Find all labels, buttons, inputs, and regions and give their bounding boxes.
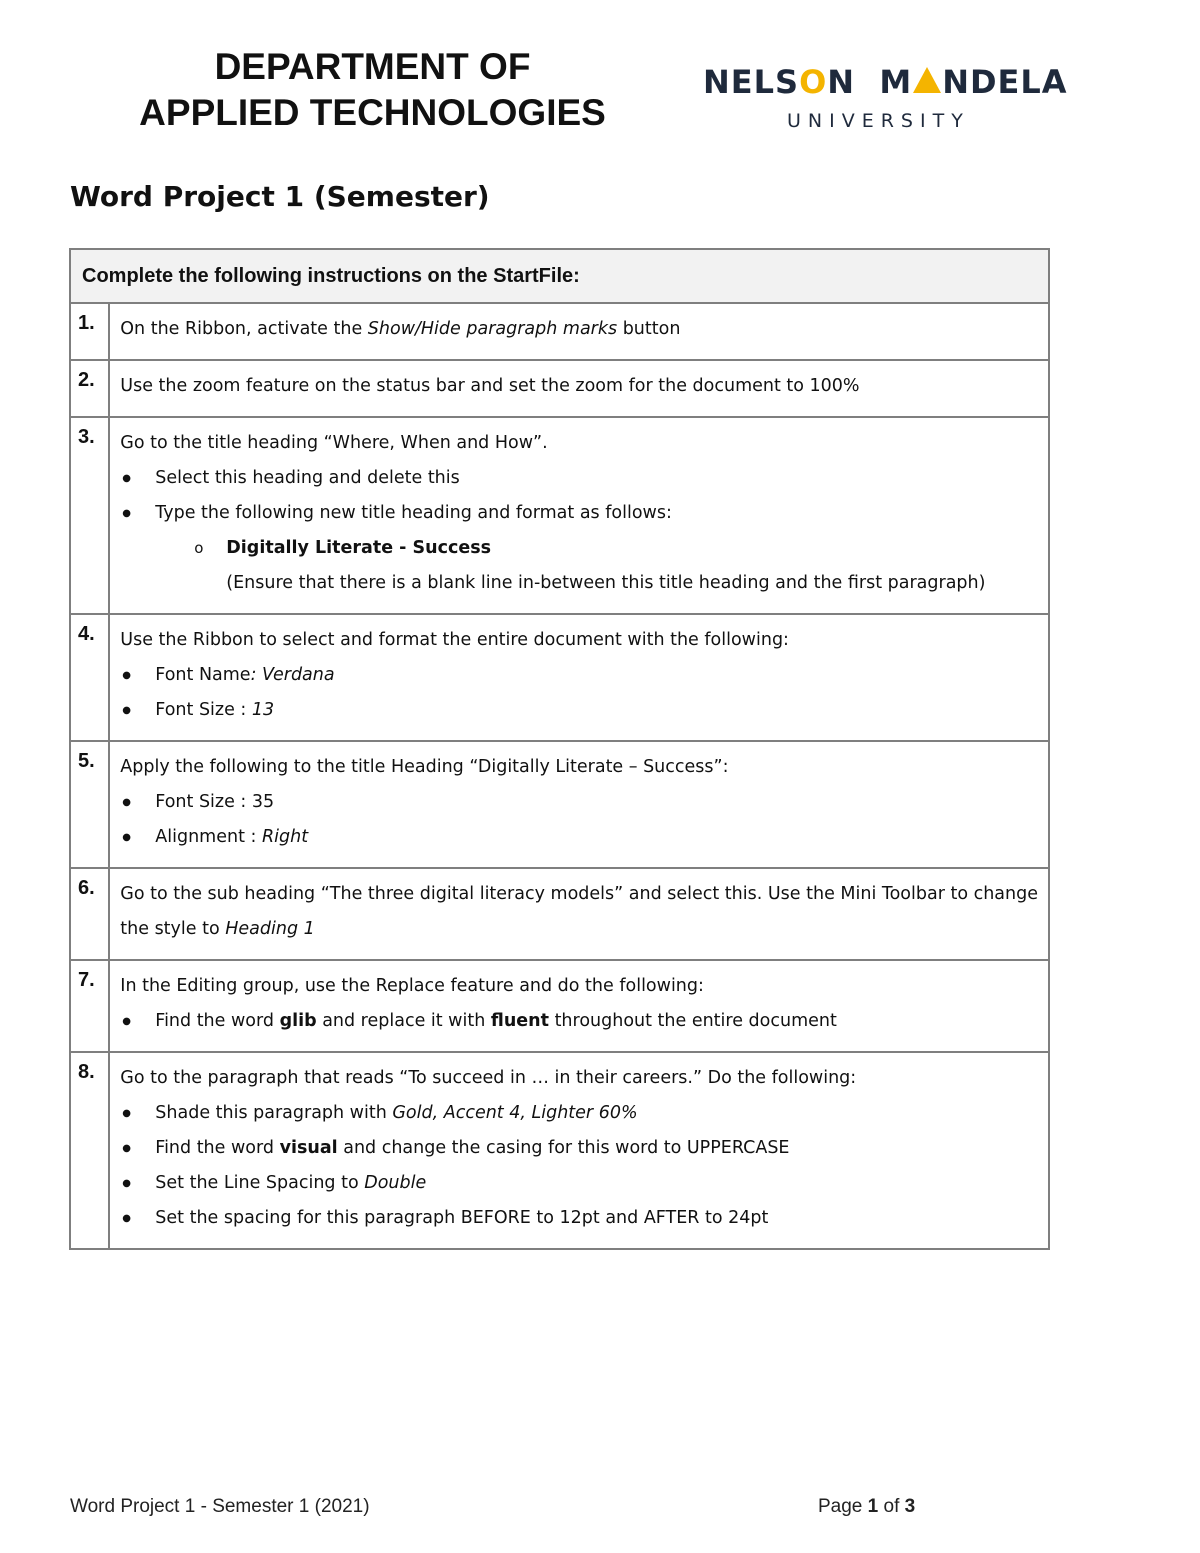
- step-line: On the Ribbon, activate the Show/Hide paragraph marks button: [120, 319, 681, 339]
- step-content: [109, 1052, 1049, 1249]
- footer-document-name: Word Project 1 - Semester 1 (2021): [70, 1496, 370, 1517]
- department-line-2: APPLIED TECHNOLOGIES: [139, 92, 606, 133]
- bullet-item: ● Alignment : Right: [120, 820, 1038, 855]
- department-heading: [100, 44, 645, 136]
- bullet-item: ● Font Name: Verdana: [120, 658, 1038, 693]
- bullet-item: ● Set the Line Spacing to Double: [120, 1166, 1038, 1201]
- step-line: Go to the paragraph that reads “To succeed in … in their careers.” Do the following:: [120, 1068, 857, 1088]
- logo-text-nels: NELS: [703, 63, 800, 101]
- bullet-item: ● Set the spacing for this paragraph BEFORE to 12pt and AFTER to 24pt: [120, 1201, 1038, 1236]
- bullet-item: ● Shade this paragraph with Gold, Accent 4, Lighter 60%: [120, 1096, 1038, 1131]
- step-content: [109, 868, 1049, 960]
- table-row: [70, 614, 1049, 741]
- step-line: Use the zoom feature on the status bar and set the zoom for the document to 100%: [120, 376, 860, 396]
- logo-wordmark: [703, 62, 1068, 102]
- table-row: [70, 303, 1049, 360]
- logo-text-m: M: [879, 63, 913, 101]
- sub-bullet-item: o Digitally Literate - Success: [120, 531, 1038, 566]
- step-content: [109, 303, 1049, 360]
- step-content: [109, 614, 1049, 741]
- step-number: 3.: [70, 417, 109, 614]
- step-number: 4.: [70, 614, 109, 741]
- step-number: 5.: [70, 741, 109, 868]
- step-number: 2.: [70, 360, 109, 417]
- step-line: Go to the title heading “Where, When and How”.: [120, 433, 548, 453]
- step-content: [109, 360, 1049, 417]
- step-number: 8.: [70, 1052, 109, 1249]
- bullet-item: ● Find the word visual and change the casing for this word to UPPERCASE: [120, 1131, 1038, 1166]
- table-row: [70, 868, 1049, 960]
- table-header-row: [70, 249, 1049, 303]
- step-content: [109, 417, 1049, 614]
- bullet-item: ● Find the word glib and replace it with fluent throughout the entire document: [120, 1004, 1038, 1039]
- table-row: [70, 360, 1049, 417]
- step-line: In the Editing group, use the Replace feature and do the following:: [120, 976, 704, 996]
- step-content: [109, 741, 1049, 868]
- step-line: Go to the sub heading “The three digital literacy models” and select this. Use the Mini Toolbar to change: [120, 884, 1038, 904]
- bullet-item: ● Type the following new title heading and format as follows:: [120, 496, 1038, 531]
- step-number: 7.: [70, 960, 109, 1052]
- university-logo: [703, 62, 1068, 142]
- bullet-item: ● Font Size : 35: [120, 785, 1038, 820]
- table-row: [70, 1052, 1049, 1249]
- table-row: [70, 960, 1049, 1052]
- document-title: Word Project 1 (Semester): [70, 180, 490, 213]
- step-line: Use the Ribbon to select and format the entire document with the following:: [120, 630, 789, 650]
- logo-university: UNIVERSITY: [787, 110, 970, 132]
- indented-note: (Ensure that there is a blank line in-between this title heading and the first paragraph): [226, 573, 986, 593]
- step-line: Apply the following to the title Heading “Digitally Literate – Success”:: [120, 757, 729, 777]
- instructions-table: [69, 248, 1050, 1250]
- logo-gold-o: O: [799, 63, 828, 101]
- step-number: 1.: [70, 303, 109, 360]
- step-line: the style to Heading 1: [120, 919, 315, 939]
- bullet-item: ● Select this heading and delete this: [120, 461, 1038, 496]
- step-number: 6.: [70, 868, 109, 960]
- bullet-item: ● Font Size : 13: [120, 693, 1038, 728]
- table-row: [70, 417, 1049, 614]
- logo-text-n: N: [827, 63, 856, 101]
- logo-text-ndela: NDELA: [942, 63, 1068, 101]
- table-header: Complete the following instructions on the StartFile:: [70, 249, 1049, 303]
- department-line-1: DEPARTMENT OF: [214, 46, 531, 87]
- table-row: [70, 741, 1049, 868]
- footer-page-number: Page 1 of 3: [818, 1496, 916, 1517]
- step-content: [109, 960, 1049, 1052]
- logo-triangle-icon: [913, 67, 941, 93]
